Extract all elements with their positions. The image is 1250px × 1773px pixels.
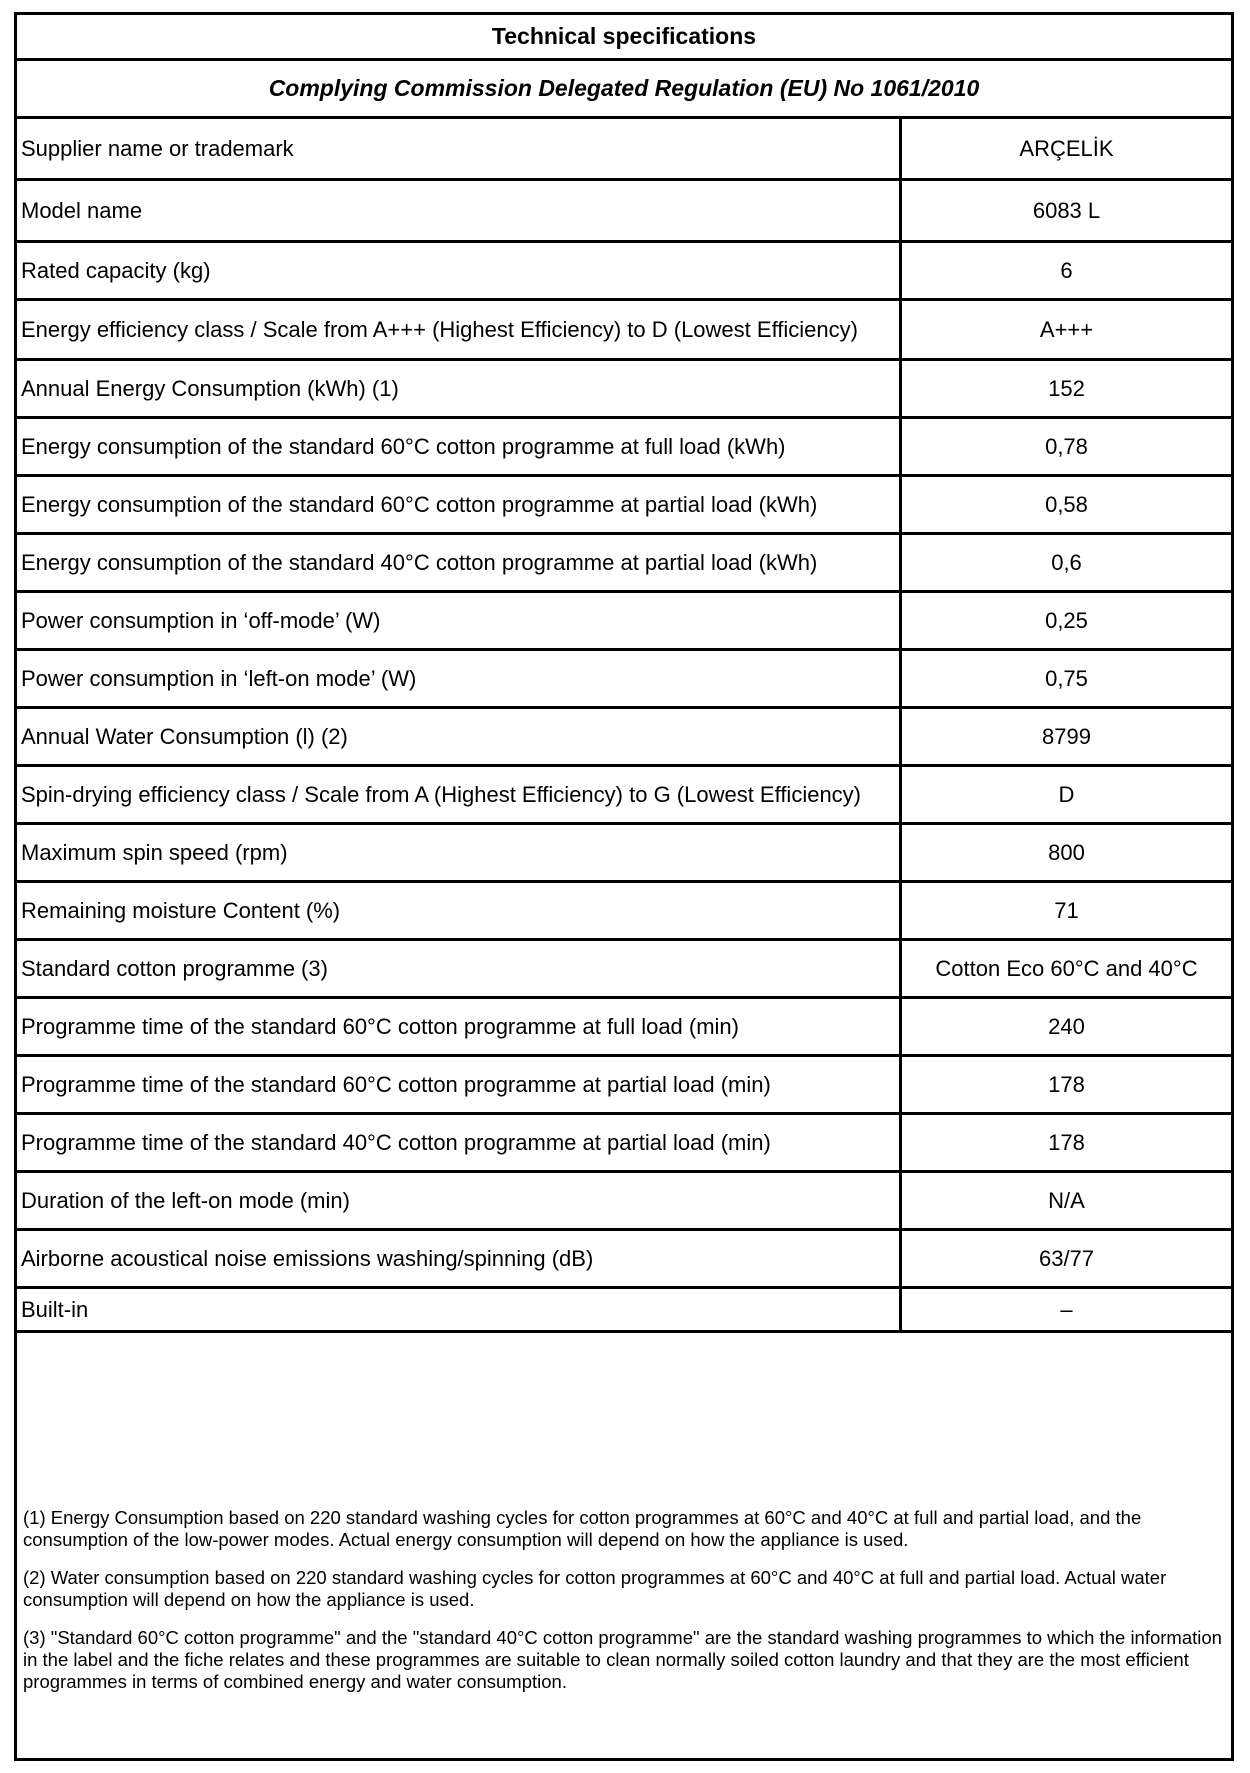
- spec-label: Power consumption in ‘off-mode’ (W): [17, 591, 901, 649]
- spec-label: Programme time of the standard 60°C cotton programme at partial load (min): [17, 1055, 901, 1113]
- document-subtitle: Complying Commission Delegated Regulation (EU) No 1061/2010: [17, 61, 1231, 119]
- spec-value: ARÇELİK: [901, 119, 1232, 179]
- spec-row: [17, 881, 1231, 939]
- spec-row: [17, 119, 1231, 179]
- spec-row: [17, 649, 1231, 707]
- spec-row: [17, 241, 1231, 299]
- spec-row: [17, 1171, 1231, 1229]
- spec-label: Standard cotton programme (3): [17, 939, 901, 997]
- spec-value: A+++: [901, 299, 1232, 359]
- spec-value: 240: [901, 997, 1232, 1055]
- spec-row: [17, 533, 1231, 591]
- spec-row: [17, 1229, 1231, 1287]
- spec-row: [17, 765, 1231, 823]
- spec-table: [17, 119, 1231, 1333]
- spec-label: Energy consumption of the standard 60°C cotton programme at partial load (kWh): [17, 475, 901, 533]
- spec-value: 8799: [901, 707, 1232, 765]
- spec-value: 63/77: [901, 1229, 1232, 1287]
- spec-label: Energy consumption of the standard 60°C cotton programme at full load (kWh): [17, 417, 901, 475]
- spec-label: Programme time of the standard 40°C cotton programme at partial load (min): [17, 1113, 901, 1171]
- spec-label: Rated capacity (kg): [17, 241, 901, 299]
- footnotes: [17, 1493, 1231, 1709]
- spec-label: Energy consumption of the standard 40°C cotton programme at partial load (kWh): [17, 533, 901, 591]
- spec-row: [17, 1055, 1231, 1113]
- spec-label: Airborne acoustical noise emissions washing/spinning (dB): [17, 1229, 901, 1287]
- footnote: (3) "Standard 60°C cotton programme" and the "standard 40°C cotton programme" are the standard washing programmes to which the information in the label and the fiche relates and these programmes are suitable to clean normally soiled cotton laundry and that they are the most efficient programmes in terms of combined energy and water consumption.: [23, 1627, 1222, 1692]
- spec-row: [17, 417, 1231, 475]
- spec-label: Energy efficiency class / Scale from A+++ (Highest Efficiency) to D (Lowest Efficiency): [17, 299, 901, 359]
- spec-value: 0,58: [901, 475, 1232, 533]
- spec-value: 178: [901, 1055, 1232, 1113]
- spec-value: 800: [901, 823, 1232, 881]
- spec-label: Duration of the left-on mode (min): [17, 1171, 901, 1229]
- spec-value: 152: [901, 359, 1232, 417]
- spec-label: Annual Energy Consumption (kWh) (1): [17, 359, 901, 417]
- spec-label: Maximum spin speed (rpm): [17, 823, 901, 881]
- spec-value: 178: [901, 1113, 1232, 1171]
- footnote: (2) Water consumption based on 220 standard washing cycles for cotton programmes at 60°C and 40°C at full and partial load. Actual water consumption will depend on how the appliance is used.: [23, 1567, 1167, 1610]
- spec-value: 0,75: [901, 649, 1232, 707]
- spec-label: Model name: [17, 179, 901, 241]
- spec-label: Supplier name or trademark: [17, 119, 901, 179]
- spec-label: Programme time of the standard 60°C cotton programme at full load (min): [17, 997, 901, 1055]
- spec-label: Power consumption in ‘left-on mode’ (W): [17, 649, 901, 707]
- spec-row: [17, 359, 1231, 417]
- spec-value: D: [901, 765, 1232, 823]
- spec-value: 0,25: [901, 591, 1232, 649]
- document-title: Technical specifications: [17, 15, 1231, 61]
- spec-row: [17, 475, 1231, 533]
- spec-row: [17, 179, 1231, 241]
- spec-label: Annual Water Consumption (l) (2): [17, 707, 901, 765]
- spec-row: [17, 1113, 1231, 1171]
- spec-value: 0,6: [901, 533, 1232, 591]
- spec-row: [17, 1287, 1231, 1331]
- spec-value: N/A: [901, 1171, 1232, 1229]
- spec-value: 71: [901, 881, 1232, 939]
- spec-sheet: [14, 12, 1234, 1761]
- spec-row: [17, 939, 1231, 997]
- spec-row: [17, 997, 1231, 1055]
- spec-label: Built-in: [17, 1287, 901, 1331]
- spec-row: [17, 299, 1231, 359]
- spec-value: Cotton Eco 60°C and 40°C: [901, 939, 1232, 997]
- spec-value: –: [901, 1287, 1232, 1331]
- spec-value: 6083 L: [901, 179, 1232, 241]
- spec-row: [17, 707, 1231, 765]
- footnote: (1) Energy Consumption based on 220 standard washing cycles for cotton programmes at 60°C and 40°C at full and partial load, and the consumption of the low-power modes. Actual energy consumption will depend on how the appliance is used.: [23, 1507, 1142, 1550]
- spec-row: [17, 591, 1231, 649]
- spec-label: Spin-drying efficiency class / Scale from A (Highest Efficiency) to G (Lowest Efficiency): [17, 765, 901, 823]
- spec-row: [17, 823, 1231, 881]
- spec-value: 6: [901, 241, 1232, 299]
- spec-value: 0,78: [901, 417, 1232, 475]
- spec-label: Remaining moisture Content (%): [17, 881, 901, 939]
